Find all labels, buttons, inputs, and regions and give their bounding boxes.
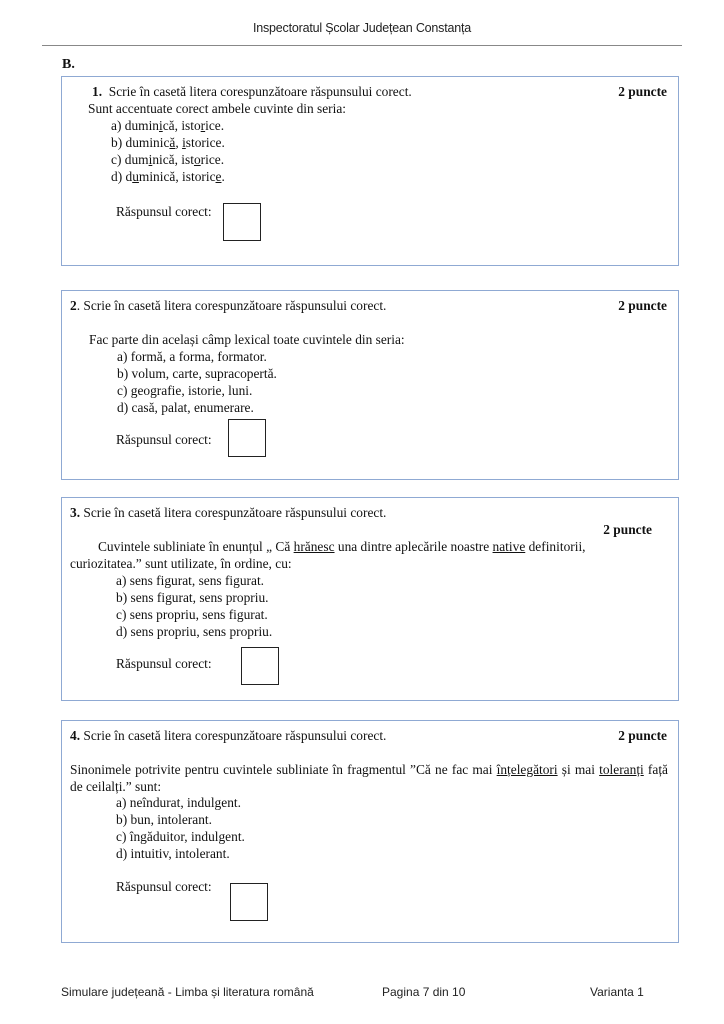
footer-exam-title: Simulare județeană - Limba și literatura română bbox=[61, 985, 314, 999]
option-a: a) sens figurat, sens figurat. bbox=[116, 573, 265, 588]
question-3-header bbox=[70, 505, 386, 521]
answer-label: Răspunsul corect: bbox=[116, 656, 212, 671]
question-2-box bbox=[61, 290, 679, 480]
answer-label: Răspunsul corect: bbox=[116, 204, 212, 219]
option-d: d) sens propriu, sens propriu. bbox=[116, 624, 273, 639]
option-a: a) formă, a forma, formator. bbox=[117, 349, 267, 364]
option-c: c) sens propriu, sens figurat. bbox=[116, 607, 268, 622]
question-1-header bbox=[92, 84, 412, 100]
option-c: c) duminică, istorice. bbox=[111, 152, 225, 167]
option-d: d) duminică, istorice. bbox=[111, 169, 225, 184]
option-c: c) geografie, istorie, luni. bbox=[117, 383, 253, 398]
question-number: 1. bbox=[92, 84, 103, 99]
question-1-box bbox=[61, 76, 679, 266]
question-points: 2 puncte bbox=[618, 728, 667, 743]
answer-box[interactable] bbox=[241, 647, 279, 685]
question-4-box bbox=[61, 720, 679, 943]
question-prompt: Sinonimele potrivite pentru cuvintele subliniate în fragmentul ”Că ne fac mai înțelegători și mai toleranți față de ceilalți.” sunt: bbox=[70, 762, 669, 794]
question-prompt-line-2: curiozitatea.” sunt utilizate, în ordine, cu: bbox=[70, 556, 292, 571]
option-a: a) duminică, istorice. bbox=[111, 118, 225, 133]
option-d: d) casă, palat, enumerare. bbox=[117, 400, 254, 415]
underlined-word: native bbox=[492, 539, 526, 554]
question-instruction: Scrie în casetă litera corespunzătoare răspunsului corect. bbox=[108, 84, 412, 99]
footer-page-number: Pagina 7 din 10 bbox=[382, 985, 466, 999]
option-b: b) sens figurat, sens propriu. bbox=[116, 590, 269, 605]
underlined-word: înțelegători bbox=[496, 762, 558, 777]
question-instruction: Scrie în casetă litera corespunzătoare răspunsului corect. bbox=[80, 728, 387, 743]
footer-variant: Varianta 1 bbox=[590, 985, 644, 999]
page-header-title: Inspectoratul Școlar Județean Constanța bbox=[252, 21, 472, 35]
question-4-header bbox=[70, 728, 386, 744]
question-number: 3. bbox=[70, 505, 81, 520]
section-label: B. bbox=[62, 57, 75, 72]
question-prompt: Sunt accentuate corect ambele cuvinte din seria: bbox=[88, 101, 347, 116]
answer-box[interactable] bbox=[223, 203, 261, 241]
question-2-header bbox=[70, 298, 386, 314]
question-points: 2 puncte bbox=[618, 84, 667, 99]
question-instruction: Scrie în casetă litera corespunzătoare răspunsului corect. bbox=[80, 505, 387, 520]
underlined-word: toleranți bbox=[599, 762, 644, 777]
answer-label: Răspunsul corect: bbox=[116, 432, 212, 447]
question-number: 2 bbox=[70, 298, 77, 313]
option-b: b) duminică, istorice. bbox=[111, 135, 225, 150]
underlined-word: hrănesc bbox=[293, 539, 335, 554]
answer-box[interactable] bbox=[230, 883, 268, 921]
answer-label: Răspunsul corect: bbox=[116, 879, 212, 894]
question-points: 2 puncte bbox=[618, 298, 667, 313]
question-prompt: Fac parte din același câmp lexical toate cuvintele din seria: bbox=[89, 332, 405, 347]
option-b: b) bun, intolerant. bbox=[116, 812, 212, 827]
question-prompt-line-1: Cuvintele subliniate în enunțul „ Că hrănesc una dintre aplecările noastre native definitorii, bbox=[98, 539, 586, 554]
question-number: 4. bbox=[70, 728, 81, 743]
question-instruction: . Scrie în casetă litera corespunzătoare răspunsului corect. bbox=[76, 298, 387, 313]
option-d: d) intuitiv, intolerant. bbox=[116, 846, 230, 861]
answer-box[interactable] bbox=[228, 419, 266, 457]
question-3-box bbox=[61, 497, 679, 701]
question-points: 2 puncte bbox=[603, 522, 652, 537]
option-a: a) neîndurat, indulgent. bbox=[116, 795, 241, 810]
option-c: c) îngăduitor, indulgent. bbox=[116, 829, 245, 844]
option-b: b) volum, carte, supracopertă. bbox=[117, 366, 277, 381]
header-divider bbox=[42, 45, 682, 46]
